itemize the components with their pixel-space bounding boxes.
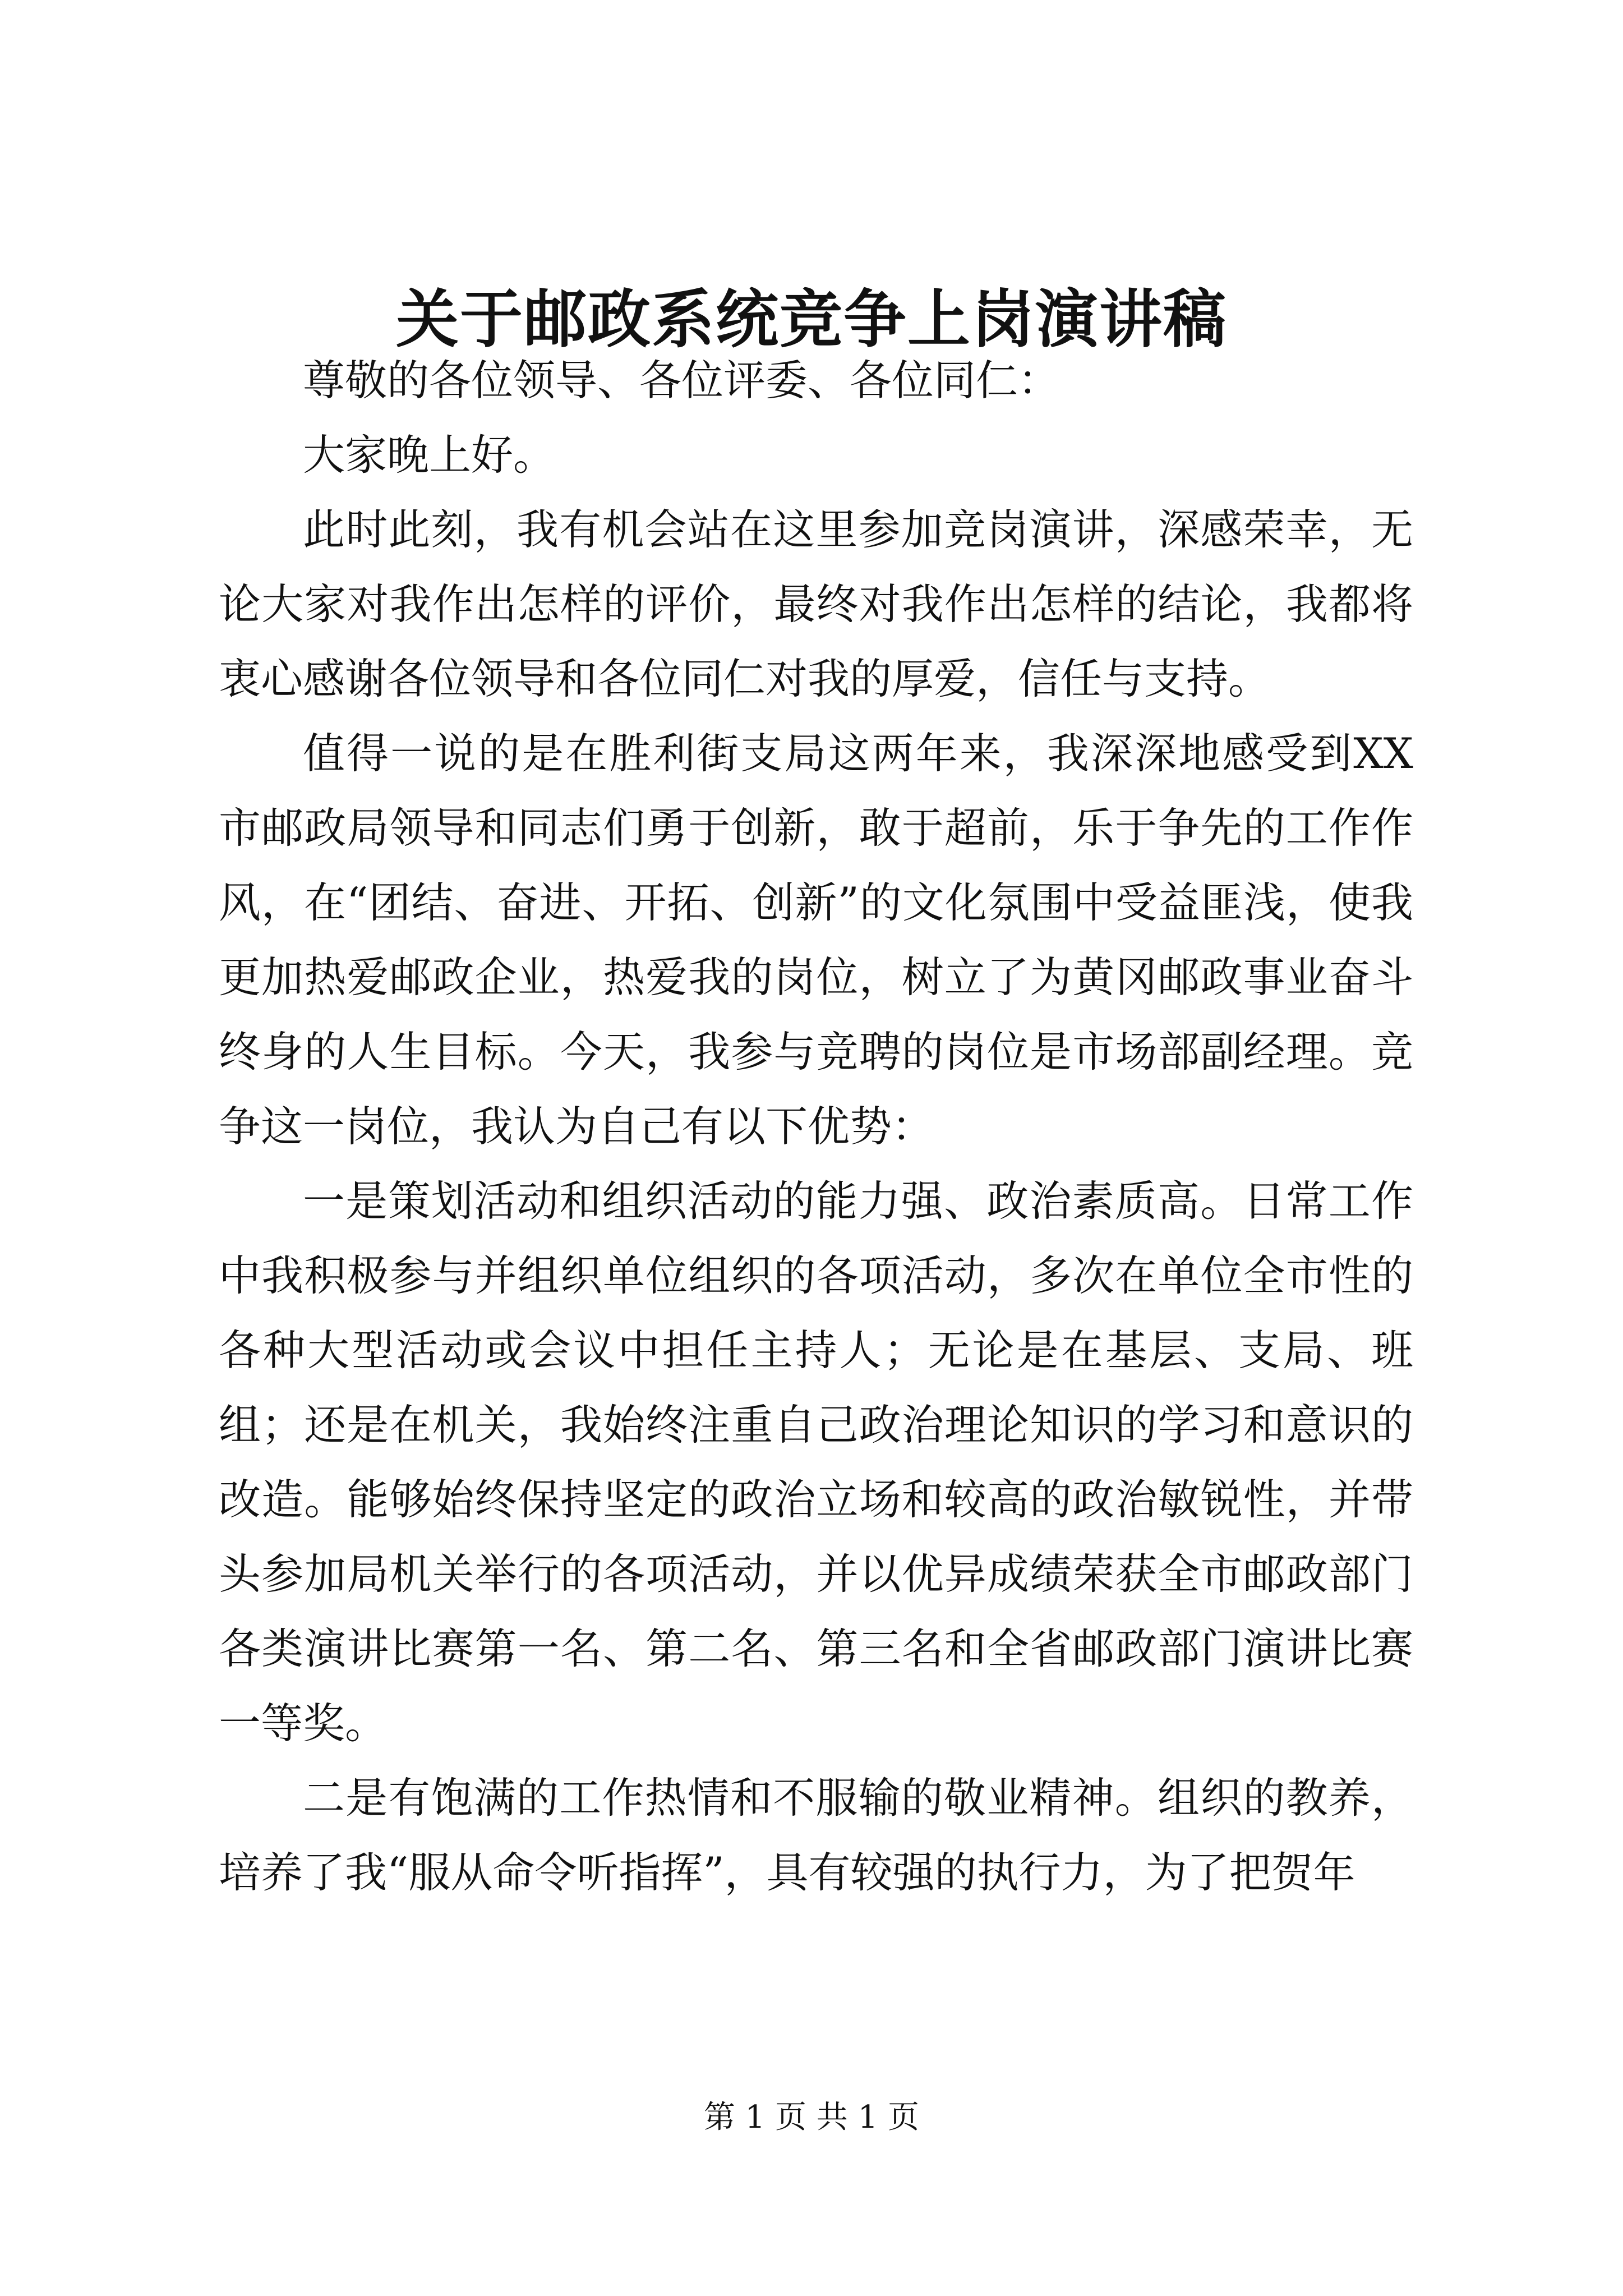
advantage-two-paragraph: 二是有饱满的工作热情和不服输的敬业精神。组织的教养，培养了我“服从命令听指挥”，具有较强的执行力，为了把贺年 — [219, 1773, 1413, 1897]
page-number-footer: 第 1 页 共 1 页 — [703, 2099, 920, 2136]
document-title: 关于邮政系统竞争上岗演讲稿 — [396, 283, 1227, 356]
salutation-paragraph: 尊敬的各位领导、各位评委、各位同仁： — [303, 356, 1061, 405]
advantage-one-paragraph: 一是策划活动和组织活动的能力强、政治素质高。日常工作中我积极参与并组织单位组织的各项活动，多次在单位全市性的各种大型活动或会议中担任主持人；无论是在基层、支局、班组；还是在机关，我始终注重自己政治理论知识的学习和意识的改造。能够始终保持坚定的政治立场和较高的政治敏锐性，并带头参加局机关举行的各项活动，并以优异成绩荣获全市邮政部门各类演讲比赛第一名、第二名、第三名和全省邮政部门演讲比赛一等奖。 — [219, 1176, 1413, 1748]
greeting-paragraph: 大家晚上好。 — [303, 430, 556, 480]
document-body — [219, 343, 1413, 1910]
background-paragraph: 值得一说的是在胜利街支局这两年来，我深深地感受到XX市邮政局领导和同志们勇于创新，敢于超前，乐于争先的工作作风，在“团结、奋进、开拓、创新”的文化氛围中受益匪浅，使我更加热爱邮政企业，热爱我的岗位，树立了为黄冈邮政事业奋斗终身的人生目标。今天，我参与竞聘的岗位是市场部副经理。竞争这一岗位，我认为自己有以下优势： — [219, 729, 1413, 1151]
intro-paragraph: 此时此刻，我有机会站在这里参加竞岗演讲，深感荣幸，无论大家对我作出怎样的评价，最终对我作出怎样的结论，我都将衷心感谢各位领导和各位同仁对我的厚爱，信任与支持。 — [219, 505, 1413, 703]
